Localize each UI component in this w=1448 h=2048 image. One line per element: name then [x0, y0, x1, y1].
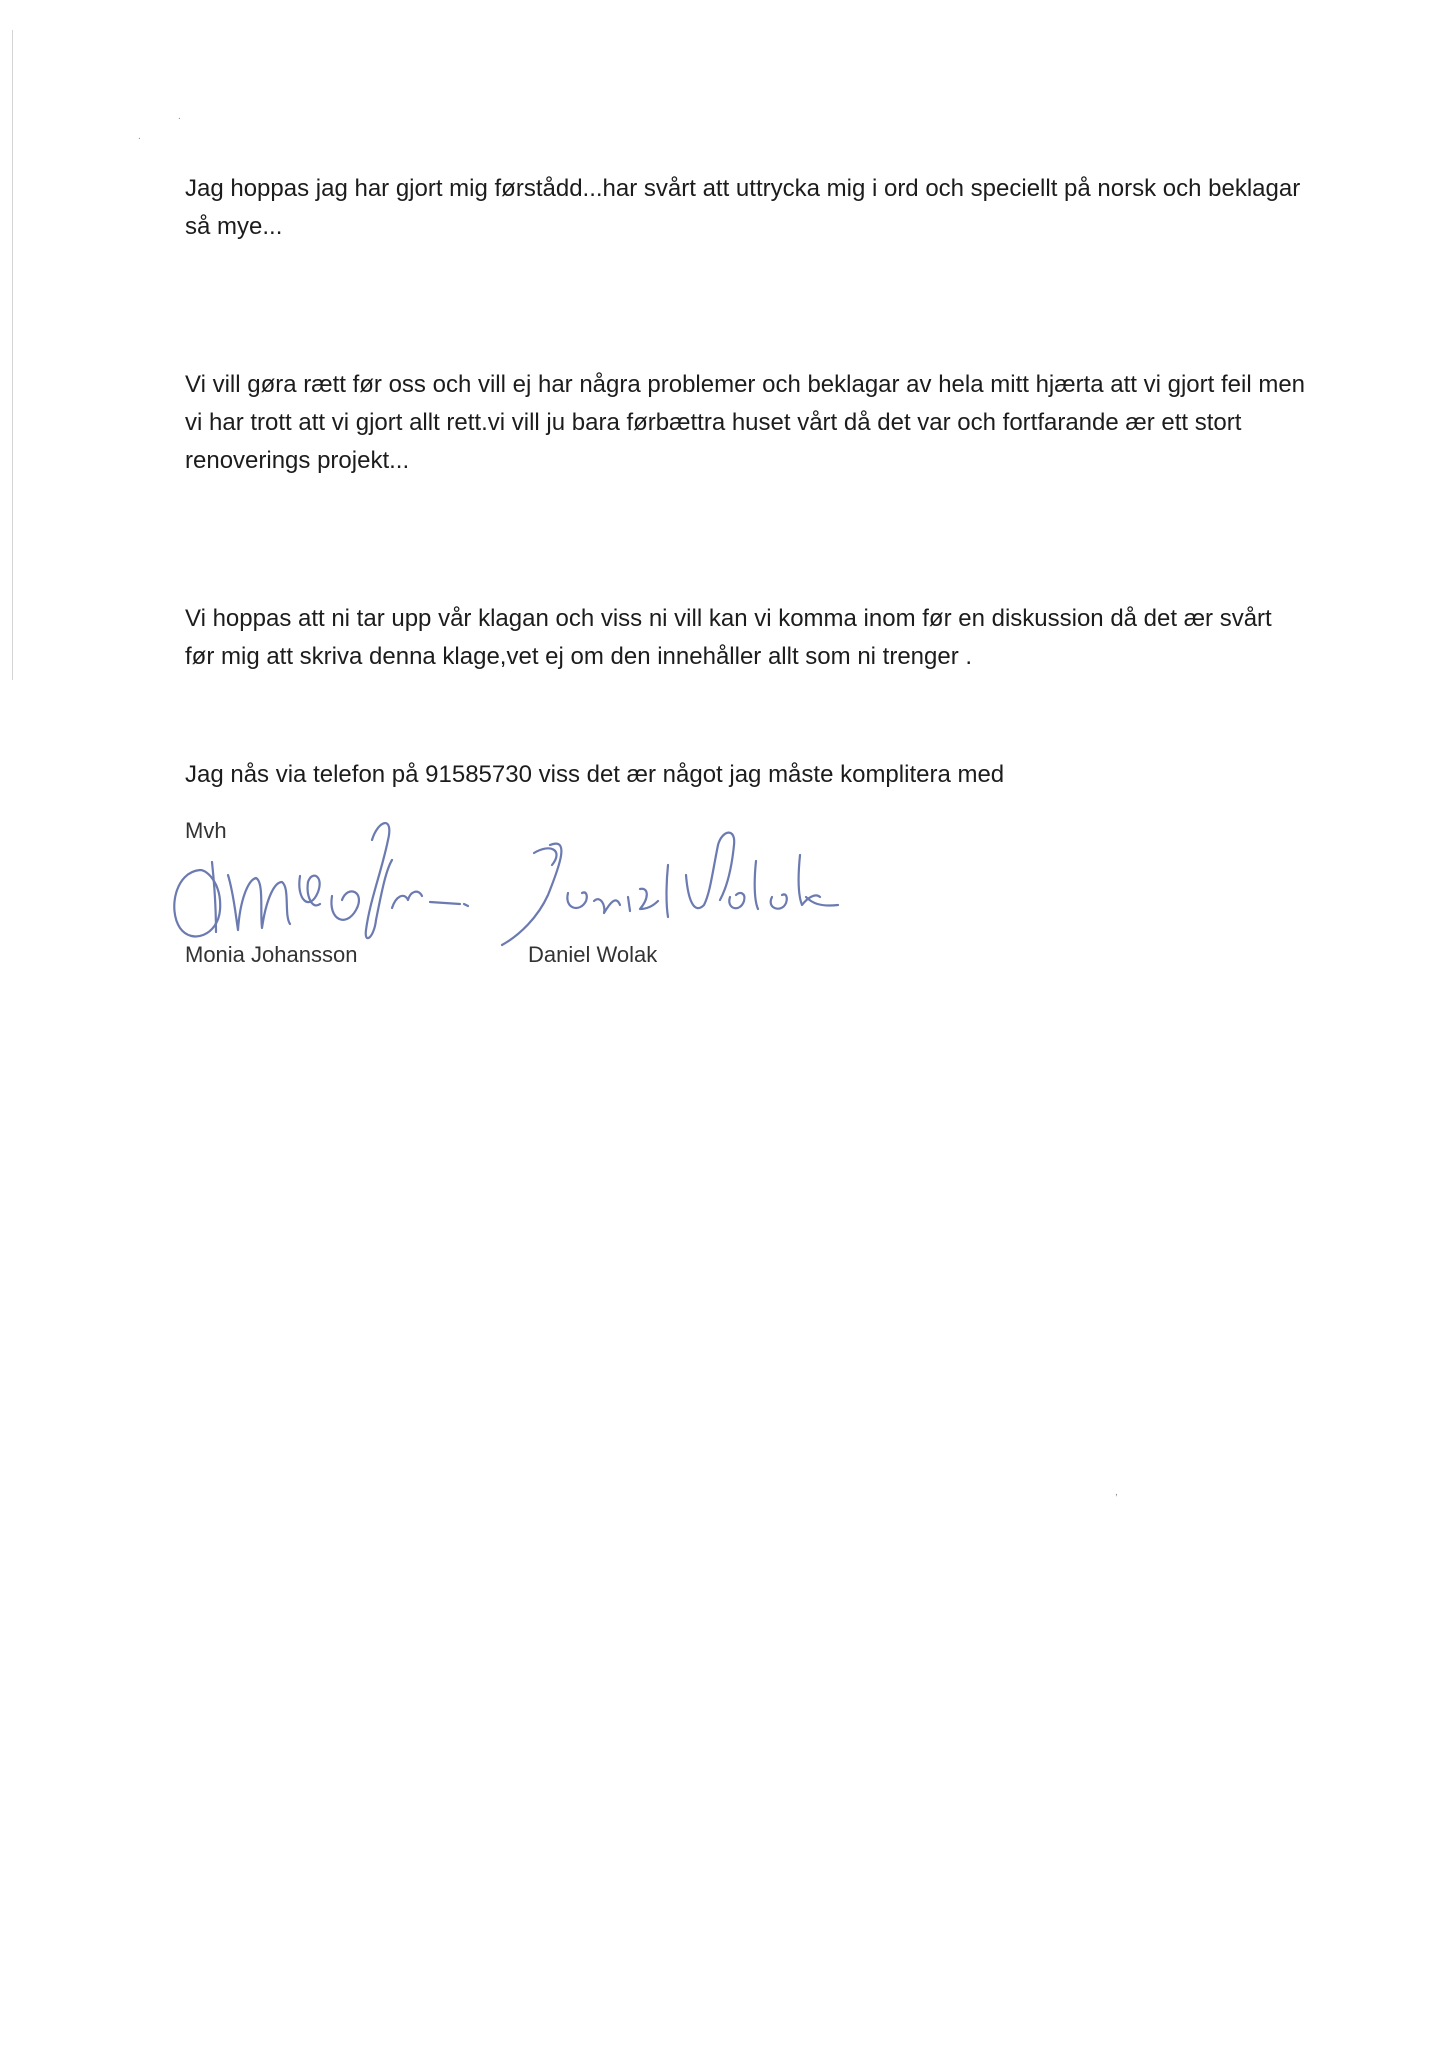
- signature-1: [160, 800, 490, 950]
- signature-2: [490, 805, 840, 955]
- paragraph-3: Vi hoppas att ni tar upp vår klagan och viss ni vill kan vi komma inom før en diskussion då det ær svårt før mig att skriva denna klage,vet ej om den innehåller allt som ni trenger .: [185, 605, 1272, 670]
- scan-edge-line: [12, 30, 13, 680]
- paragraph-2: Vi vill gøra rætt før oss och vill ej har några problemer och beklagar av hela mitt hjærta att vi gjort feil men vi har trott att vi gjort allt rett.vi vill ju bara førbættra huset vårt då det var och fortfarande ær ett stort renoverings projekt...: [185, 371, 1306, 474]
- signatory-name-1: Monia Johansson: [185, 942, 358, 967]
- scan-speck: ,: [1115, 1487, 1118, 1498]
- contact-paragraph: Jag nås via telefon på 91585730 viss det ær något jag måste komplitera med: [185, 761, 1005, 788]
- closing-salutation: Mvh: [185, 818, 227, 843]
- signatory-name-2: Daniel Wolak: [528, 942, 658, 967]
- scan-speck: .: [178, 111, 181, 122]
- scan-speck: .: [138, 131, 141, 142]
- paragraph-1: Jag hoppas jag har gjort mig førstådd...har svårt att uttrycka mig i ord och speciellt på norsk och beklagar så mye...: [185, 175, 1301, 240]
- letter-body: [185, 170, 1305, 864]
